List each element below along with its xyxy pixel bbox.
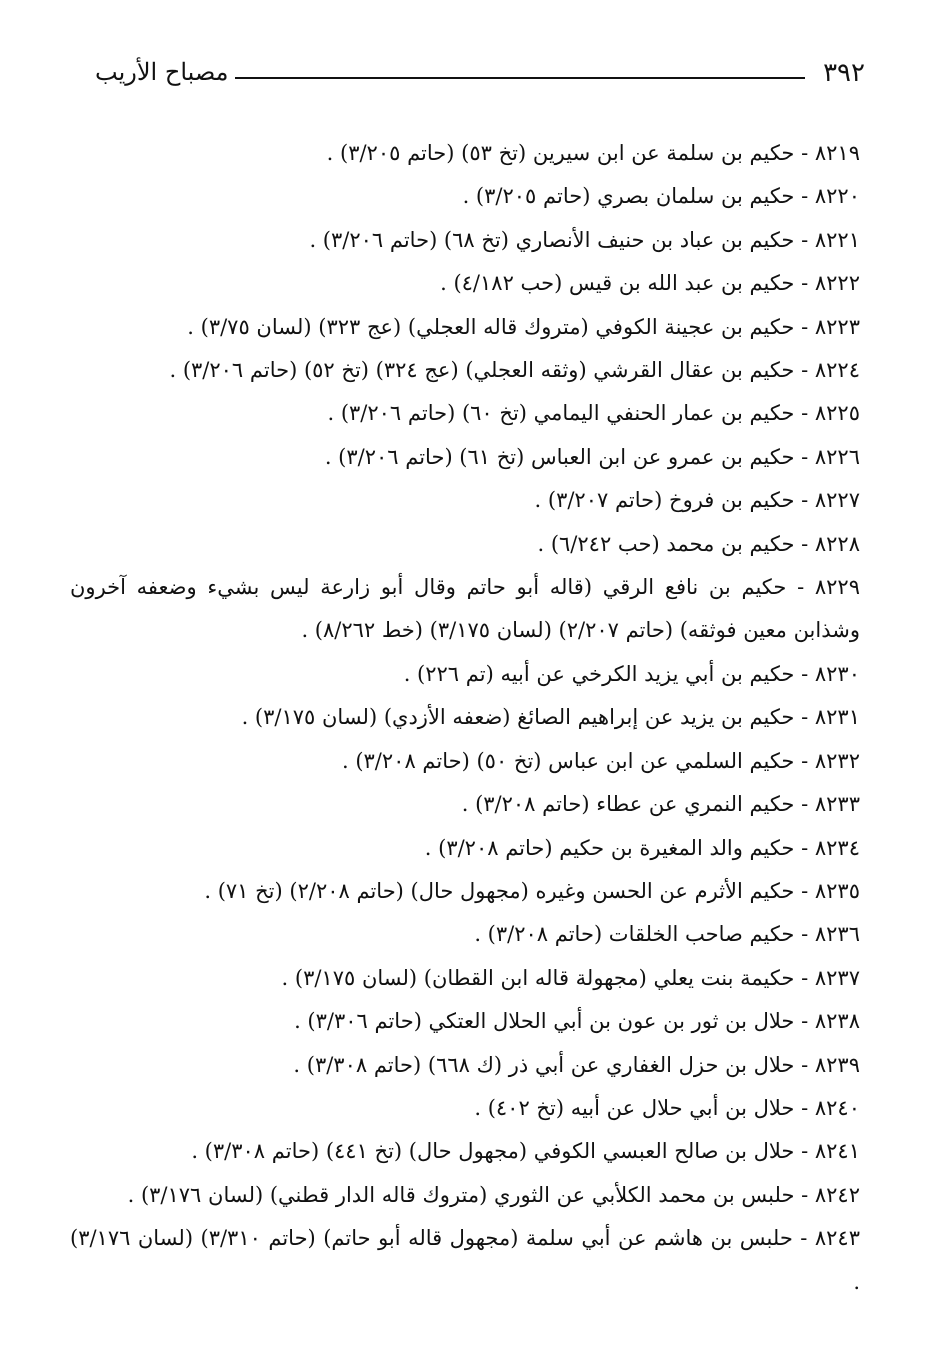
entry-number: ٨٢٣٩ bbox=[814, 1052, 860, 1077]
entry-row bbox=[70, 349, 860, 392]
page-header bbox=[95, 58, 865, 94]
entry-text: حكيم السلمي عن ابن عباس (تخ ٥٠) (حاتم ٣/٢٠٨) . bbox=[341, 748, 795, 773]
entry-dash: - bbox=[786, 575, 815, 600]
entry-dash: - bbox=[794, 1182, 815, 1207]
entry-dash: - bbox=[794, 227, 815, 252]
entry-dash: - bbox=[794, 314, 815, 339]
entry-row bbox=[70, 1000, 860, 1043]
entry-list bbox=[70, 132, 860, 1304]
entry-text: حكيمة بنت يعلي (مجهولة قاله ابن القطان) (لسان ٣/١٧٥) . bbox=[281, 965, 795, 990]
entry-row bbox=[70, 740, 860, 783]
entry-row bbox=[70, 913, 860, 956]
book-title: مصباح الأريب bbox=[95, 58, 229, 86]
entry-number: ٨٢٢٠ bbox=[814, 184, 860, 209]
entry-text: حكيم النمري عن عطاء (حاتم ٣/٢٠٨) . bbox=[461, 792, 795, 817]
entry-text: حكيم بن عمار الحنفي اليمامي (تخ ٦٠) (حاتم ٣/٢٠٦) . bbox=[327, 401, 795, 426]
entry-number: ٨٢٤١ bbox=[814, 1139, 860, 1164]
entry-row bbox=[70, 653, 860, 696]
entry-dash: - bbox=[794, 531, 815, 556]
entry-row bbox=[70, 479, 860, 522]
entry-number: ٨٢٣٨ bbox=[814, 1009, 860, 1034]
entry-text: حكيم بن يزيد عن إبراهيم الصائغ (ضعفه الأزدي) (لسان ٣/١٧٥) . bbox=[241, 705, 795, 730]
entry-number: ٨٢٢٢ bbox=[814, 271, 860, 296]
entry-number: ٨٢٢٩ bbox=[814, 575, 860, 600]
entry-text: حكيم بن محمد (حب ٦/٢٤٢) . bbox=[537, 531, 795, 556]
entry-dash: - bbox=[794, 1009, 815, 1034]
entry-text: حكيم بن عباد بن حنيف الأنصاري (تخ ٦٨) (حاتم ٣/٢٠٦) . bbox=[309, 227, 795, 252]
entry-dash: - bbox=[794, 835, 815, 860]
entry-row bbox=[70, 523, 860, 566]
entry-number: ٨٢٢٤ bbox=[814, 358, 860, 383]
entry-dash: - bbox=[794, 488, 815, 513]
entry-number: ٨٢٢٦ bbox=[814, 444, 860, 469]
header-rule bbox=[235, 77, 805, 79]
entry-text: حكيم والد المغيرة بن حكيم (حاتم ٣/٢٠٨) . bbox=[424, 835, 795, 860]
entry-number: ٨٢٢٥ bbox=[814, 401, 860, 426]
entry-text: حلال بن أبي حلال عن أبيه (تخ ٤٠٢) . bbox=[474, 1095, 795, 1120]
entry-text: حكيم بن أبي يزيد الكرخي عن أبيه (تم ٢٢٦) . bbox=[403, 661, 795, 686]
entry-number: ٨٢٣٢ bbox=[814, 748, 860, 773]
page-number: ٣٩٢ bbox=[823, 58, 865, 88]
entry-text: حكيم بن عمرو عن ابن العباس (تخ ٦١) (حاتم ٣/٢٠٦) . bbox=[324, 444, 795, 469]
entry-row bbox=[70, 957, 860, 1000]
entry-row bbox=[70, 783, 860, 826]
entry-text: حلال بن صالح العبسي الكوفي (مجهول حال) (تخ ٤٤١) (حاتم ٣/٣٠٨) . bbox=[191, 1139, 795, 1164]
entry-number: ٨٢٣٦ bbox=[814, 922, 860, 947]
entry-dash: - bbox=[794, 358, 815, 383]
entry-dash: - bbox=[794, 1139, 815, 1164]
entry-dash: - bbox=[794, 444, 815, 469]
entry-text: حكيم بن سلمان بصري (حاتم ٣/٢٠٥) . bbox=[462, 184, 795, 209]
entry-dash: - bbox=[794, 141, 815, 165]
entry-dash: - bbox=[794, 792, 815, 817]
entry-dash: - bbox=[794, 184, 815, 209]
entry-number: ٨٢٣٥ bbox=[814, 878, 860, 903]
entry-number: ٨٢٢٣ bbox=[814, 314, 860, 339]
entry-dash: - bbox=[794, 878, 815, 903]
entry-dash: - bbox=[794, 1052, 815, 1077]
entry-number: ٨٢٣٤ bbox=[814, 835, 860, 860]
entry-text: حلبس بن هاشم عن أبي سلمة (مجهول قاله أبو حاتم) (حاتم ٣/٣١٠) (لسان ٣/١٧٦) . bbox=[70, 1226, 860, 1294]
entry-row bbox=[70, 1087, 860, 1130]
entry-row bbox=[70, 870, 860, 913]
entry-dash: - bbox=[792, 1226, 815, 1251]
entry-row bbox=[70, 1217, 860, 1304]
entry-row bbox=[70, 566, 860, 653]
entry-dash: - bbox=[794, 705, 815, 730]
entry-text: حكيم بن عقال القرشي (وثقه العجلي) (عج ٣٢٤) (تخ ٥٢) (حاتم ٣/٢٠٦) . bbox=[169, 358, 795, 383]
entry-text: حلال بن حزل الغفاري عن أبي ذر (ك ٦٦٨) (حاتم ٣/٣٠٨) . bbox=[293, 1052, 795, 1077]
entry-number: ٨٢٤٠ bbox=[814, 1095, 860, 1120]
entry-text: حكيم الأثرم عن الحسن وغيره (مجهول حال) (حاتم ٢/٢٠٨) (تخ ٧١) . bbox=[204, 878, 795, 903]
entry-number: ٨٢٣٠ bbox=[814, 661, 860, 686]
entry-number: ٨٢٤٢ bbox=[814, 1182, 860, 1207]
entry-text: حكيم بن عجينة الكوفي (متروك قاله العجلي) (عج ٣٢٣) (لسان ٣/٧٥) . bbox=[187, 314, 795, 339]
entry-row bbox=[70, 696, 860, 739]
entry-dash: - bbox=[794, 922, 815, 947]
entry-row bbox=[70, 132, 860, 175]
entry-text: حكيم بن فروخ (حاتم ٣/٢٠٧) . bbox=[534, 488, 795, 513]
entry-number: ٨٢٣٣ bbox=[814, 792, 860, 817]
entry-text: حكيم بن عبد الله بن قيس (حب ٤/١٨٢) . bbox=[440, 271, 795, 296]
entry-text: حلال بن ثور بن عون بن أبي الحلال العتكي (حاتم ٣/٣٠٦) . bbox=[294, 1009, 795, 1034]
entry-row bbox=[70, 306, 860, 349]
entry-number: ٨٢٤٣ bbox=[814, 1226, 860, 1251]
entry-text: حكيم صاحب الخلقات (حاتم ٣/٢٠٨) . bbox=[474, 922, 795, 947]
entry-number: ٨٢١٩ bbox=[814, 141, 860, 165]
entry-dash: - bbox=[794, 1095, 815, 1120]
entry-row bbox=[70, 392, 860, 435]
entry-number: ٨٢٢٨ bbox=[814, 531, 860, 556]
entry-dash: - bbox=[794, 661, 815, 686]
entry-row bbox=[70, 436, 860, 479]
entry-dash: - bbox=[794, 401, 815, 426]
entry-row bbox=[70, 1174, 860, 1217]
entry-row bbox=[70, 1044, 860, 1087]
entry-number: ٨٢٢١ bbox=[814, 227, 860, 252]
entry-number: ٨٢٣٧ bbox=[814, 965, 860, 990]
entry-dash: - bbox=[794, 965, 815, 990]
entry-row bbox=[70, 175, 860, 218]
entry-text: حلبس بن محمد الكلأبي عن الثوري (متروك قاله الدار قطني) (لسان ٣/١٧٦) . bbox=[127, 1182, 795, 1207]
entry-dash: - bbox=[794, 748, 815, 773]
entry-row bbox=[70, 262, 860, 305]
entry-number: ٨٢٣١ bbox=[814, 705, 860, 730]
entry-row bbox=[70, 1130, 860, 1173]
entry-text: حكيم بن نافع الرقي (قاله أبو حاتم وقال أبو زارعة ليس بشيء وضعفه آخرون وشذابن معين فوثقه) (حاتم ٢/٢٠٧) (لسان ٣/١٧٥) (خط ٨/٢٦٢) . bbox=[70, 575, 860, 643]
entry-dash: - bbox=[794, 271, 815, 296]
entry-number: ٨٢٢٧ bbox=[814, 488, 860, 513]
entry-row bbox=[70, 219, 860, 262]
entry-text: حكيم بن سلمة عن ابن سيرين (تخ ٥٣) (حاتم ٣/٢٠٥) . bbox=[326, 141, 795, 165]
entry-row bbox=[70, 827, 860, 870]
